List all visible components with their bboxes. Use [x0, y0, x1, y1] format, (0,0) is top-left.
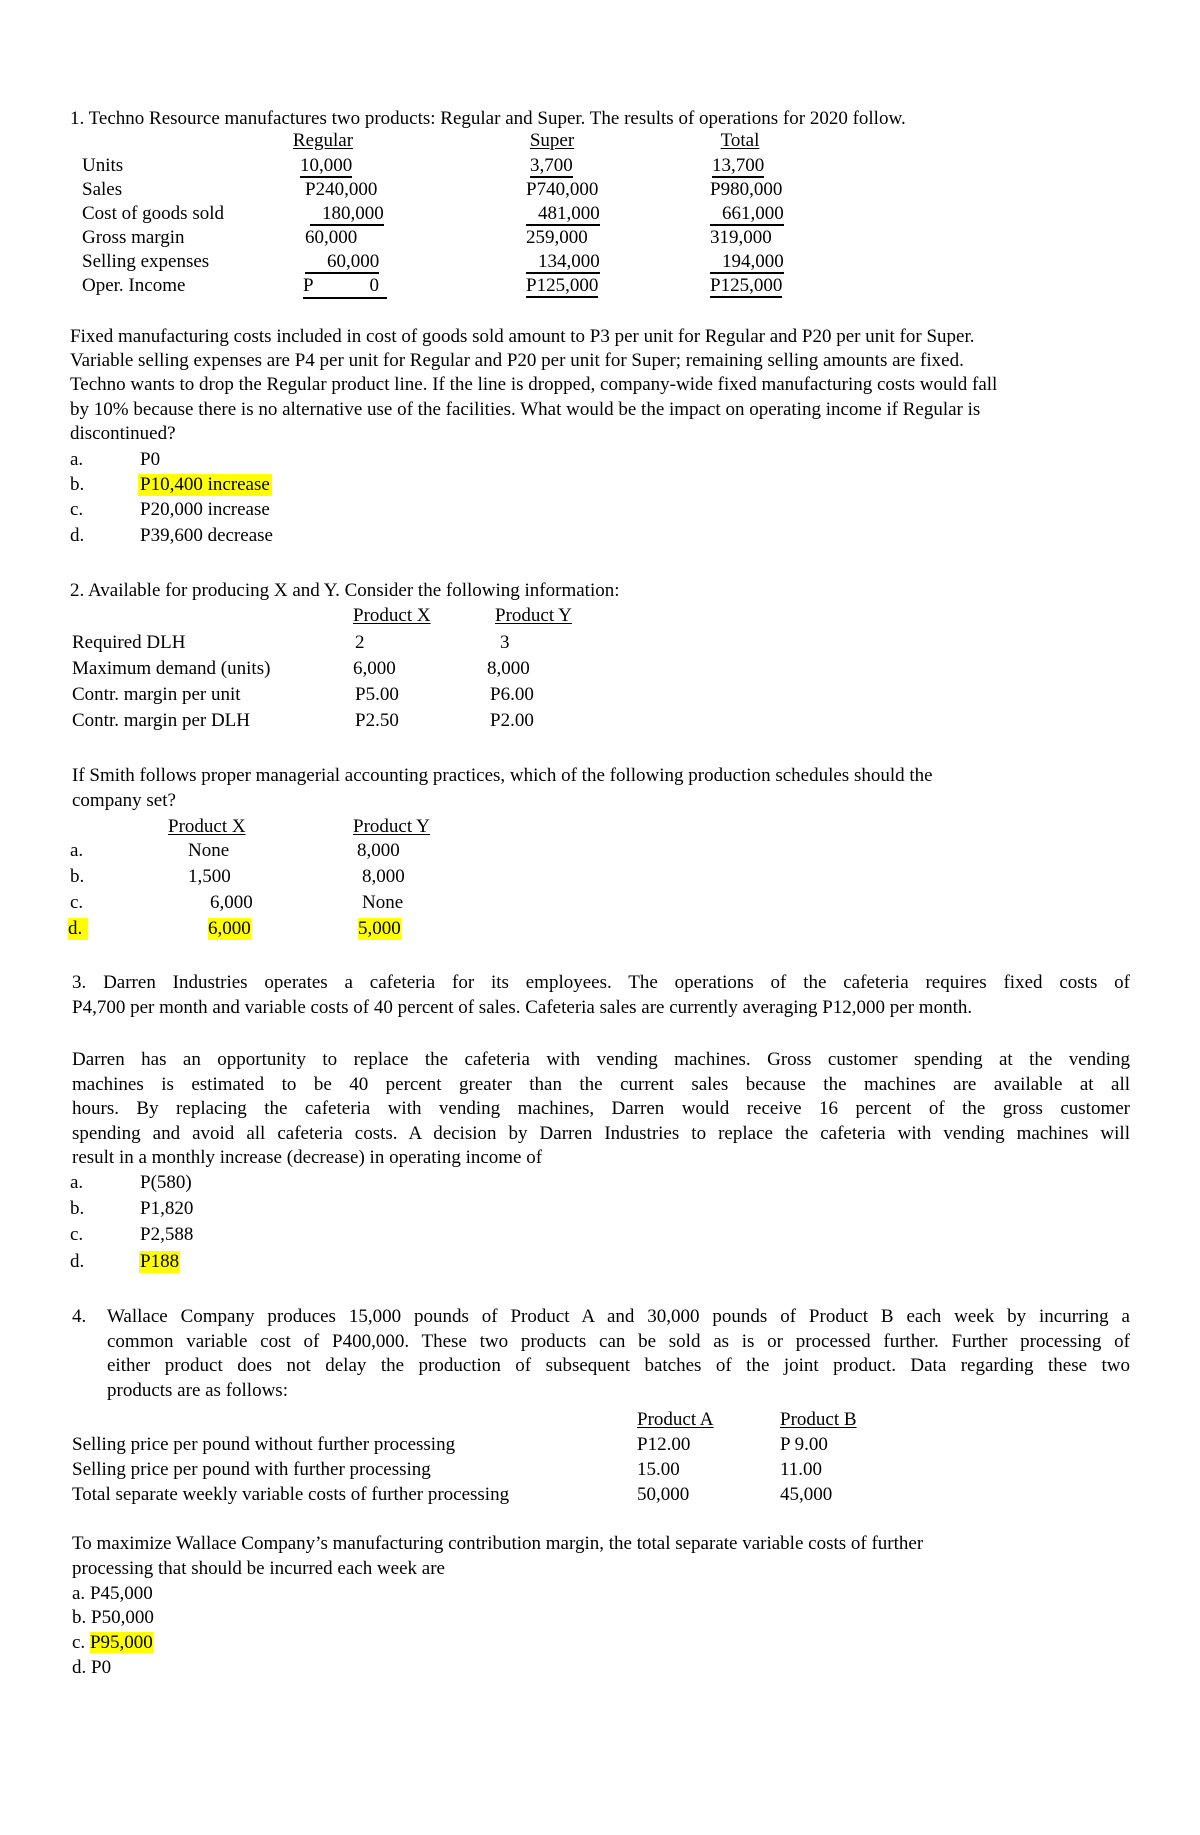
q1-cell: 481,000	[526, 203, 600, 226]
q2-cell: P2.00	[490, 710, 534, 731]
q4-paragraph-line: common variable cost of P400,000. These two products can be sold as is or processed further. Further processing of	[107, 1330, 1130, 1352]
q1-cell: P740,000	[526, 179, 599, 200]
q2-header-y: Product Y	[495, 605, 572, 626]
q2-option-header-x: Product X	[168, 816, 246, 837]
q4-option-text: P45,000	[89, 1583, 153, 1604]
q4-option-letter: c.	[72, 1632, 86, 1653]
q1-paragraph-line: discontinued?	[70, 423, 176, 444]
q4-option-letter: a.	[72, 1583, 86, 1604]
q4-cell: 50,000	[637, 1484, 690, 1505]
q3-paragraph-1	[72, 971, 1130, 1020]
q1-paragraph-line: Techno wants to drop the Regular product line. If the line is dropped, company-wide fixed manufacturing costs would fall	[70, 374, 998, 395]
q2-option-y: 8,000	[362, 866, 405, 887]
q1-cell: 259,000	[526, 227, 588, 248]
q2-row-label: Required DLH	[72, 632, 186, 653]
q1-row-label: Gross margin	[82, 227, 185, 248]
q1-cell: 134,000	[526, 251, 600, 274]
q4-cell: P12.00	[637, 1434, 691, 1455]
q1-header-super: Super	[529, 130, 575, 151]
q4-option-letter: b.	[72, 1607, 87, 1628]
q1-cell: 3,700	[530, 155, 573, 176]
q2-cell: 8,000	[487, 658, 530, 679]
q1-paragraph-line: Variable selling expenses are P4 per unit for Regular and P20 per unit for Super; remaining selling amounts are fixed.	[70, 350, 964, 371]
q3-paragraph-2	[72, 1048, 1130, 1171]
q1-option-letter: c.	[70, 499, 84, 520]
q2-option-y: 8,000	[357, 840, 400, 861]
q2-row-label: Maximum demand (units)	[72, 658, 271, 679]
q1-cell: P980,000	[710, 179, 783, 200]
q3-option-text: P(580)	[140, 1172, 192, 1193]
q3-option-letter: a.	[70, 1172, 84, 1193]
q1-option-letter: d.	[70, 525, 85, 546]
q2-option-y: None	[362, 892, 404, 913]
q3-option-text-highlighted: P188	[140, 1251, 180, 1272]
q2-question-line: company set?	[72, 790, 176, 811]
q1-cell: 10,000	[300, 155, 353, 176]
q2-cell: 6,000	[353, 658, 396, 679]
q2-cell: 2	[355, 632, 365, 653]
q4-paragraph-line: products are as follows:	[107, 1379, 288, 1401]
q2-cell: P2.50	[355, 710, 399, 731]
q2-cell: P6.00	[490, 684, 534, 705]
q4-option-letter: d.	[72, 1657, 87, 1678]
q1-cell: P125,000	[710, 275, 783, 296]
q1-paragraph-line: by 10% because there is no alternative use of the facilities. What would be the impact on operating income if Regular is	[70, 399, 981, 420]
q4-paragraph-line: Wallace Company produces 15,000 pounds of Product A and 30,000 pounds of Product B each week by incurring a	[107, 1306, 1130, 1327]
q1-option-text: P0	[140, 449, 161, 470]
q1-option-letter: b.	[70, 474, 85, 495]
q3-paragraph-line: spending and avoid all cafeteria costs. A decision by Darren Industries to replace the cafeteria with vending machines will	[72, 1122, 1130, 1144]
q4-question-line: processing that should be incurred each week are	[72, 1558, 445, 1579]
q3-paragraph-line: result in a monthly increase (decrease) in operating income of	[72, 1147, 543, 1168]
q2-option-x: 1,500	[188, 866, 231, 887]
q4-option-text: P50,000	[91, 1607, 154, 1628]
q3-paragraph-line: 3. Darren Industries operates a cafeteria for its employees. The operations of the cafeteria requires fixed costs of	[72, 972, 1130, 993]
q1-header-regular: Regular	[292, 130, 354, 151]
q2-question-line: If Smith follows proper managerial accounting practices, which of the following production schedules should the	[72, 765, 933, 786]
q4-number: 4.	[72, 1306, 87, 1327]
q1-title: 1. Techno Resource manufactures two products: Regular and Super. The results of operations for 2020 follow.	[70, 108, 906, 129]
q2-option-letter: b.	[70, 866, 85, 887]
q2-option-letter-highlighted: d.	[68, 918, 88, 940]
q3-option-letter: b.	[70, 1198, 85, 1219]
q4-cell: 15.00	[637, 1459, 680, 1480]
q2-row-label: Contr. margin per DLH	[72, 710, 251, 731]
q1-cell: 180,000	[310, 203, 384, 226]
q1-header-total: Total	[720, 130, 760, 151]
q3-paragraph-line: P4,700 per month and variable costs of 40 percent of sales. Cafeteria sales are currently averaging P12,000 per month.	[72, 996, 973, 1018]
q1-row-label: Sales	[82, 179, 123, 200]
q1-cell: 319,000	[710, 227, 772, 248]
q1-option-text: P20,000 increase	[140, 499, 270, 520]
q2-cell: P5.00	[355, 684, 399, 705]
q1-option-text-highlighted: P10,400 increase	[140, 474, 270, 495]
q1-cell: P240,000	[305, 179, 378, 200]
q1-row-label: Oper. Income	[82, 275, 186, 296]
q1-paragraph-line: Fixed manufacturing costs included in cost of goods sold amount to P3 per unit for Regular and P20 per unit for Super.	[70, 326, 975, 347]
q4-paragraph	[107, 1305, 1130, 1403]
q1-cell: 13,700	[712, 155, 765, 176]
q2-option-x: 6,000	[210, 892, 253, 913]
q1-option-letter: a.	[70, 449, 84, 470]
q4-question-line: To maximize Wallace Company’s manufacturing contribution margin, the total separate variable costs of further	[72, 1533, 924, 1554]
q3-paragraph-line: hours. By replacing the cafeteria with vending machines, Darren would receive 16 percent of the gross customer	[72, 1098, 1130, 1119]
q2-cell: 3	[500, 632, 510, 653]
q4-cell: 45,000	[780, 1484, 833, 1505]
q3-option-text: P1,820	[140, 1198, 194, 1219]
q1-row-label: Selling expenses	[82, 251, 210, 272]
q2-option-x-highlighted: 6,000	[208, 918, 251, 939]
q1-option-text: P39,600 decrease	[140, 525, 273, 546]
q1-cell: 661,000	[710, 203, 784, 226]
q2-option-letter: c.	[70, 892, 84, 913]
q1-cell: 60,000	[305, 251, 379, 274]
q4-row-label: Selling price per pound without further processing	[72, 1434, 456, 1455]
q1-cell: 0	[369, 275, 379, 296]
q3-option-letter: c.	[70, 1224, 84, 1245]
q3-option-letter: d.	[70, 1251, 85, 1272]
q2-option-y-highlighted: 5,000	[358, 918, 401, 939]
q2-option-x: None	[188, 840, 230, 861]
q4-header-b: Product B	[780, 1409, 857, 1430]
q1-cell: 60,000	[305, 227, 358, 248]
q2-option-letter: a.	[70, 840, 84, 861]
q3-paragraph-line: Darren has an opportunity to replace the cafeteria with vending machines. Gross customer spending at the vending	[72, 1049, 1130, 1070]
q4-cell: 11.00	[780, 1459, 823, 1480]
q4-option-text-highlighted: P95,000	[89, 1632, 153, 1653]
q4-row-label: Selling price per pound with further processing	[72, 1459, 431, 1480]
q1-cell: 194,000	[710, 251, 784, 274]
q3-paragraph-line: machines is estimated to be 40 percent greater than the current sales because the machines are available at all	[72, 1073, 1130, 1095]
q2-option-header-y: Product Y	[353, 816, 430, 837]
q4-cell: P 9.00	[780, 1434, 828, 1455]
q4-paragraph-line: either product does not delay the production of subsequent batches of the joint product. Data regarding these two	[107, 1355, 1130, 1376]
q2-title: 2. Available for producing X and Y. Consider the following information:	[70, 580, 620, 601]
q4-row-label: Total separate weekly variable costs of further processing	[72, 1484, 510, 1505]
q4-option-text: P0	[91, 1657, 112, 1678]
q2-header-x: Product X	[353, 605, 431, 626]
q1-cell: P125,000	[526, 275, 599, 296]
q2-row-label: Contr. margin per unit	[72, 684, 241, 705]
q4-header-a: Product A	[637, 1409, 714, 1430]
q1-row-label: Cost of goods sold	[82, 203, 224, 224]
q1-cell-currency: P	[303, 275, 314, 296]
q3-option-text: P2,588	[140, 1224, 194, 1245]
q1-row-label: Units	[82, 155, 124, 176]
